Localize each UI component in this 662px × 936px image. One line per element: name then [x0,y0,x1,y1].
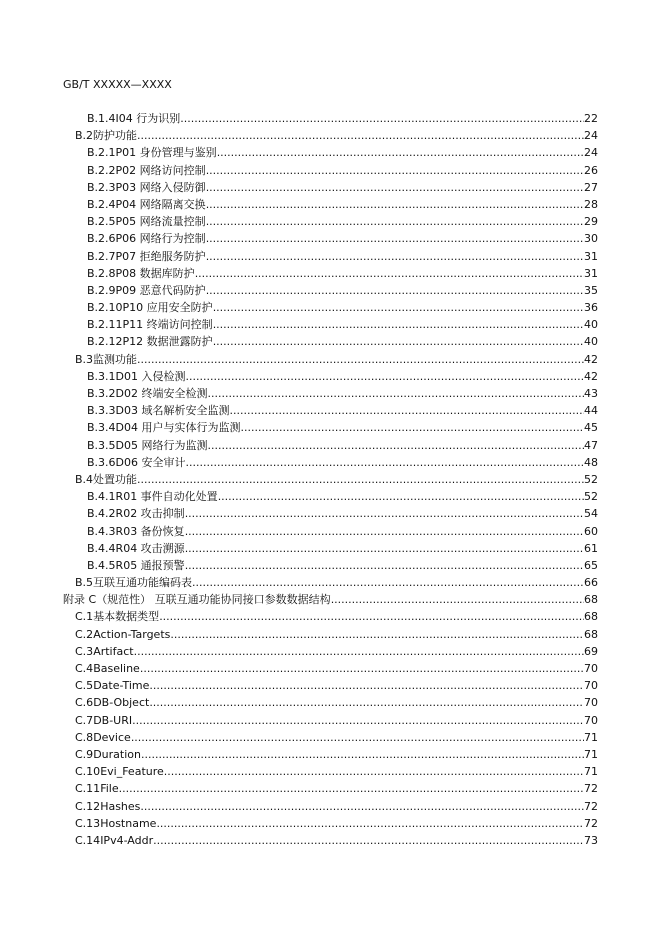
toc-entry-title: P04 网络隔离交换 [115,197,206,211]
toc-entry[interactable] [0,471,662,488]
toc-entry-page: 73 [584,833,598,847]
toc-entry-title: D04 用户与实体行为监测 [115,421,241,435]
toc-entry[interactable] [0,213,662,230]
toc-entry-number: B.2.10 [87,301,123,315]
toc-entry-page: 70 [584,662,598,675]
toc-entry-page: 29 [584,215,598,229]
toc-entry-page: 27 [584,180,598,194]
table-of-contents [0,110,662,849]
toc-entry[interactable] [0,368,662,385]
toc-entry-title: P08 数据库防护 [115,266,195,280]
toc-entry-page: 68 [584,627,598,641]
toc-entry[interactable] [0,437,662,454]
toc-entry[interactable] [0,505,662,522]
toc-entry[interactable] [0,265,662,282]
toc-entry-title: 互联互通功能编码表 [93,576,193,590]
toc-leader-dots [185,523,584,540]
toc-entry[interactable] [0,608,662,625]
toc-entry-page: 60 [584,524,598,538]
toc-leader-dots [185,540,584,557]
toc-leader-dots [141,746,584,763]
toc-entry-page: 72 [584,816,598,830]
toc-entry[interactable] [0,282,662,299]
toc-entry-number: B.3 [75,352,94,366]
toc-entry-page: 40 [584,318,598,332]
toc-entry-title: Artifact [93,644,134,658]
toc-entry-number: C.12 [75,799,101,813]
toc-entry-number: B.2.12 [87,335,123,349]
toc-entry-title: Evi_Feature [100,765,164,779]
toc-entry[interactable] [0,333,662,350]
toc-entry[interactable] [0,316,662,333]
toc-leader-dots [213,316,584,333]
toc-entry-page: 30 [584,232,598,246]
toc-entry-number: C.11 [75,782,101,796]
toc-entry-title: Hashes [100,799,141,813]
toc-entry-page: 28 [584,197,598,211]
toc-entry-number: C.9 [75,747,94,761]
toc-entry[interactable] [0,729,662,746]
toc-entry[interactable] [0,299,662,316]
toc-entry[interactable] [0,402,662,419]
toc-entry[interactable] [0,144,662,161]
toc-entry-title: Duration [93,747,141,761]
toc-entry-title: 防护功能 [93,129,138,143]
toc-entry-number: C.7 [75,713,94,727]
toc-leader-dots [206,248,584,265]
toc-entry-title: R04 攻击溯源 [115,541,185,555]
toc-entry-title: P01 身份管理与鉴别 [115,146,217,160]
toc-entry[interactable] [0,780,662,797]
toc-entry-title: DB-URI [93,713,133,727]
toc-leader-dots [159,608,584,625]
toc-entry-number: B.4 [75,472,94,486]
toc-entry[interactable] [0,694,662,711]
toc-entry-page: 43 [584,387,598,400]
toc-entry-title: IPv4-Addr [100,833,154,847]
toc-leader-dots [230,402,584,419]
toc-leader-dots [206,179,584,196]
toc-entry-number: B.3.6 [87,455,116,469]
toc-entry[interactable] [0,248,662,265]
toc-leader-dots [208,385,584,402]
toc-leader-dots [218,488,584,505]
toc-entry-number: B.4.4 [87,541,116,555]
toc-entry-number: C.8 [75,730,94,744]
toc-entry[interactable] [0,591,662,608]
toc-entry-page: 68 [584,593,598,607]
toc-entry-page: 71 [584,747,598,761]
toc-entry-page: 68 [584,610,598,624]
toc-entry-page: 31 [584,266,598,280]
toc-leader-dots [140,660,584,677]
toc-leader-dots [137,351,584,368]
toc-entry-page: 52 [584,490,598,504]
toc-entry[interactable] [0,626,662,643]
toc-entry-number: B.2.7 [87,249,116,263]
toc-entry-title: R01 事件自动化处置 [115,490,218,504]
toc-entry-title: R05 通报预警 [115,558,185,572]
toc-entry-page: 70 [584,696,598,710]
toc-entry[interactable] [0,230,662,247]
toc-entry-number: C.5 [75,679,94,693]
toc-entry[interactable] [0,574,662,591]
toc-entry-page: 54 [584,507,598,521]
toc-entry-number: B.3.1 [87,369,116,383]
toc-entry-title: Device [93,730,131,744]
toc-entry-number: B.2.1 [87,146,116,160]
toc-entry-number: C.4 [75,662,94,675]
toc-entry[interactable] [0,162,662,179]
toc-entry-title: D01 入侵检测 [115,369,186,383]
toc-leader-dots [213,333,584,350]
toc-entry-number: B.3.4 [87,421,116,435]
toc-entry[interactable] [0,763,662,780]
toc-entry-number: B.2 [75,129,94,143]
toc-leader-dots [206,230,584,247]
toc-leader-dots [153,832,584,849]
toc-leader-dots [206,162,584,179]
toc-leader-dots [192,574,584,591]
toc-leader-dots [186,454,584,471]
toc-entry[interactable] [0,677,662,694]
toc-entry[interactable] [0,832,662,849]
toc-entry[interactable] [0,419,662,436]
toc-entry-number: B.2.2 [87,163,116,177]
toc-entry-title: P05 网络流量控制 [115,215,206,229]
toc-entry-page: 44 [584,404,598,418]
toc-entry-number: B.4.3 [87,524,116,538]
toc-leader-dots [217,144,584,161]
toc-entry-page: 36 [584,301,598,315]
toc-entry[interactable] [0,815,662,832]
toc-entry[interactable] [0,179,662,196]
toc-entry-title: P11 终端访问控制 [122,318,213,332]
toc-entry[interactable] [0,557,662,574]
toc-entry-number: C.2 [75,627,94,641]
toc-entry-title: P10 应用安全防护 [122,301,213,315]
toc-entry-page: 40 [584,335,598,349]
toc-leader-dots [164,763,584,780]
toc-entry-page: 47 [584,438,598,452]
toc-entry-title: P02 网络访问控制 [115,163,206,177]
toc-entry[interactable] [0,660,662,677]
toc-leader-dots [206,196,584,213]
toc-entry-title: Hostname [100,816,157,830]
toc-leader-dots [195,265,584,282]
toc-entry-page: 31 [584,249,598,263]
toc-entry-title: R02 攻击抑制 [115,507,185,521]
toc-entry-title: 基本数据类型 [93,610,160,624]
toc-entry-number: C.6 [75,696,94,710]
toc-entry-page: 24 [584,129,598,143]
toc-entry-page: 69 [584,644,598,658]
toc-entry-number: B.2.9 [87,283,116,297]
toc-entry-title: Date-Time [93,679,150,693]
toc-leader-dots [206,213,584,230]
toc-entry[interactable] [0,798,662,815]
toc-leader-dots [156,815,584,832]
toc-entry[interactable] [0,385,662,402]
toc-leader-dots [137,127,584,144]
toc-leader-dots [134,643,584,660]
toc-entry-page: 24 [584,146,598,160]
toc-leader-dots [331,591,584,608]
toc-entry-page: 42 [584,352,598,366]
toc-entry-title: D02 终端安全检测 [115,387,208,400]
toc-entry[interactable] [0,523,662,540]
toc-entry-title: P06 网络行为控制 [115,232,206,246]
toc-entry-number: 附录 C [63,593,97,607]
toc-entry-number: B.2.3 [87,180,116,194]
toc-leader-dots [170,626,584,643]
toc-entry-title: P12 数据泄露防护 [122,335,213,349]
toc-entry-page: 42 [584,369,598,383]
toc-leader-dots [119,780,584,797]
toc-entry-number: B.1.4 [87,112,116,125]
toc-leader-dots [140,798,584,815]
toc-entry-number: B.3.2 [87,387,116,400]
toc-entry-title: （规范性） 互联互通功能协同接口参数数据结构 [96,593,331,607]
toc-entry[interactable] [0,454,662,471]
toc-entry-number: C.3 [75,644,94,658]
toc-entry-page: 71 [584,730,598,744]
toc-entry-page: 70 [584,713,598,727]
toc-entry-title: D03 域名解析安全监测 [115,404,230,418]
toc-entry-page: 71 [584,765,598,779]
toc-entry-number: C.14 [75,833,101,847]
toc-leader-dots [131,729,584,746]
toc-leader-dots [132,712,584,729]
toc-entry-title: Action-Targets [93,627,171,641]
toc-entry-title: D06 安全审计 [115,455,186,469]
toc-entry-page: 61 [584,541,598,555]
toc-leader-dots [213,299,584,316]
toc-entry-number: B.5 [75,576,94,590]
toc-leader-dots [149,677,584,694]
toc-entry-number: B.4.5 [87,558,116,572]
toc-entry[interactable] [0,110,662,127]
toc-entry-page: 52 [584,472,598,486]
toc-entry[interactable] [0,712,662,729]
toc-leader-dots [180,110,584,127]
toc-entry-page: 26 [584,163,598,177]
toc-entry[interactable] [0,127,662,144]
toc-entry-number: B.4.2 [87,507,116,521]
toc-leader-dots [241,419,584,436]
toc-leader-dots [185,557,584,574]
toc-leader-dots [137,471,584,488]
toc-entry[interactable] [0,643,662,660]
toc-entry-title: File [100,782,119,796]
toc-entry-page: 72 [584,799,598,813]
toc-entry[interactable] [0,746,662,763]
toc-entry-number: B.2.4 [87,197,116,211]
toc-entry-title: P03 网络入侵防御 [115,180,206,194]
toc-entry-title: I04 行为识别 [115,112,181,125]
toc-entry-title: R03 备份恢复 [115,524,185,538]
toc-entry[interactable] [0,488,662,505]
toc-entry-title: 处置功能 [93,472,138,486]
toc-leader-dots [149,694,584,711]
toc-leader-dots [206,282,584,299]
toc-entry-page: 70 [584,679,598,693]
toc-entry-number: C.10 [75,765,101,779]
toc-entry-title: 监测功能 [93,352,138,366]
toc-entry-title: P07 拒绝服务防护 [115,249,206,263]
toc-entry-title: DB-Object [93,696,150,710]
toc-entry-page: 48 [584,455,598,469]
document-code-header: GB/T XXXXX—XXXX [63,78,172,91]
toc-entry-page: 22 [584,112,598,125]
toc-entry-number: B.3.3 [87,404,116,418]
toc-entry[interactable] [0,196,662,213]
toc-entry-page: 65 [584,558,598,572]
toc-entry-number: C.1 [75,610,94,624]
toc-entry-page: 66 [584,576,598,590]
toc-entry-number: B.2.8 [87,266,116,280]
toc-entry-number: B.2.11 [87,318,123,332]
toc-entry-number: B.2.5 [87,215,116,229]
toc-entry-page: 72 [584,782,598,796]
toc-leader-dots [185,505,584,522]
toc-entry-page: 35 [584,283,598,297]
toc-entry-number: B.4.1 [87,490,116,504]
toc-entry-number: C.13 [75,816,101,830]
toc-entry-number: B.2.6 [87,232,116,246]
toc-entry[interactable] [0,540,662,557]
toc-entry-page: 45 [584,421,598,435]
toc-entry-title: Baseline [93,662,140,675]
toc-entry[interactable] [0,351,662,368]
toc-leader-dots [186,368,584,385]
toc-leader-dots [208,437,584,454]
toc-entry-title: P09 恶意代码防护 [115,283,206,297]
toc-entry-number: B.3.5 [87,438,116,452]
toc-entry-title: D05 网络行为监测 [115,438,208,452]
